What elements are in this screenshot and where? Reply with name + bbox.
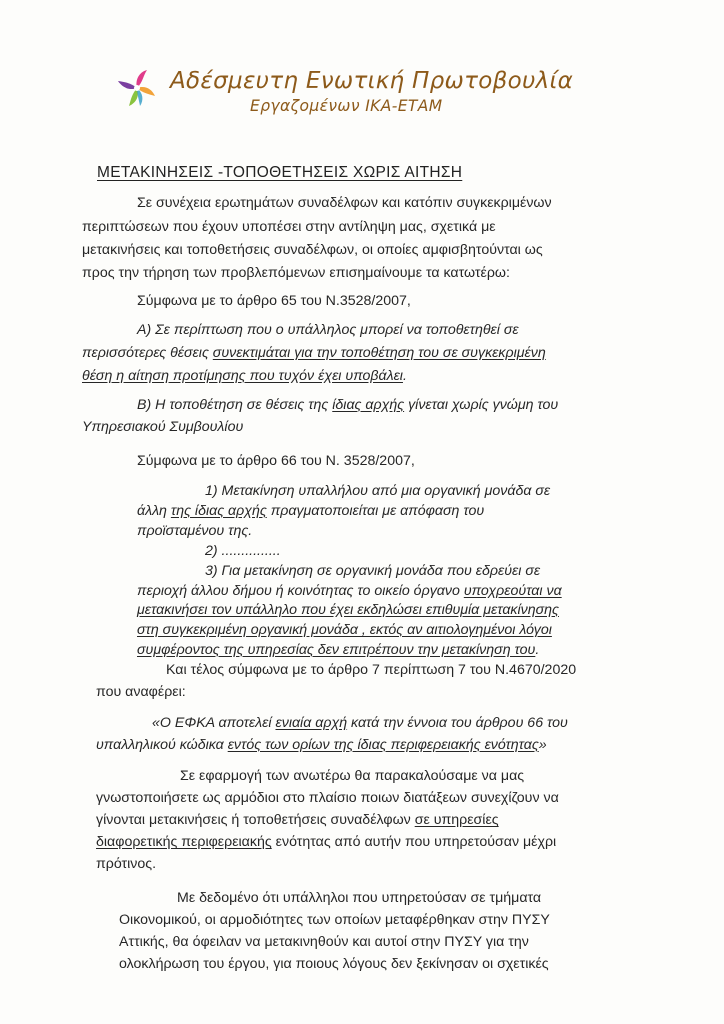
request-paragraph: γίνονται μετακινήσεις ή τοποθετήσεις συναδέλφων σε υπηρεσίες: [96, 812, 499, 828]
organization-logo-icon: [114, 67, 160, 109]
final-paragraph: Με δεδομένο ότι υπάλληλοι που υπηρετούσαν σε τμήματα: [177, 890, 542, 906]
article-66-item-3: συμφέροντος της υπηρεσίας δεν επιτρέπουν την μετακίνηση του.: [137, 642, 540, 658]
article-65-clause-a: περισσότερες θέσεις συνεκτιμάται για την τοποθέτηση του σε συγκεκριμένη: [82, 345, 546, 361]
final-paragraph: ολοκλήρωση του έργου, για ποιους λόγους δεν ξεκίνησαν οι σχετικές: [119, 956, 549, 972]
article-7-heading: Και τέλος σύμφωνα με το άρθρο 7 περίπτωση 7 του Ν.4670/2020: [166, 662, 577, 678]
request-paragraph: Σε εφαρμογή των ανωτέρω θα παρακαλούσαμε να μας: [180, 768, 525, 784]
article-65-clause-b: Υπηρεσιακού Συμβουλίου: [82, 419, 244, 435]
organization-name: Αδέσμευτη Ενωτική Πρωτοβουλία: [170, 68, 574, 94]
intro-line: περιπτώσεων που έχουν υποπέσει στην αντίληψη μας, σχετικά με: [82, 219, 496, 235]
article-65-clause-b: Β) Η τοποθέτηση σε θέσεις της ίδιας αρχής γίνεται χωρίς γνώμη του: [137, 397, 559, 413]
article-65-clause-a: Α) Σε περίπτωση που ο υπάλληλος μπορεί να τοποθετηθεί σε: [137, 322, 519, 338]
request-paragraph: πρότινος.: [96, 856, 157, 872]
article-66-item-2: 2) ...............: [205, 543, 281, 559]
final-paragraph: Αττικής, θα όφειλαν να μετακινηθούν και αυτοί στην ΠΥΣΥ για την: [119, 934, 529, 950]
document-title: ΜΕΤΑΚΙΝΗΣΕΙΣ -ΤΟΠΟΘΕΤΗΣΕΙΣ ΧΩΡΙΣ ΑΙΤΗΣΗ: [97, 164, 463, 181]
intro-line: μετακινήσεις και τοποθετήσεις συναδέλφων, οι οποίες αμφισβητούνται ως: [82, 242, 543, 258]
law-quote: «Ο ΕΦΚΑ αποτελεί ενιαία αρχή κατά την έννοια του άρθρου 66 του: [152, 715, 568, 731]
intro-line: προς την τήρηση των προβλεπόμενων επισημαίνουμε τα κατωτέρω:: [82, 265, 510, 281]
law-quote: υπαλληλικού κώδικα εντός των ορίων της ίδιας περιφερειακής ενότητας»: [96, 737, 547, 753]
article-66-item-3: μετακινήσει τον υπάλληλο που έχει εκδηλώσει επιθυμία μετακίνησης: [137, 602, 559, 618]
final-paragraph: Οικονομικού, οι αρμοδιότητες των οποίων μεταφέρθηκαν στην ΠΥΣΥ: [119, 912, 550, 928]
article-66-item-3: 3) Για μετακίνηση σε οργανική μονάδα που εδρεύει σε: [205, 563, 541, 579]
intro-line: Σε συνέχεια ερωτημάτων συναδέλφων και κατόπιν συγκεκριμένων: [137, 195, 552, 211]
article-65-clause-a: θέση η αίτηση προτίμησης που τυχόν έχει υποβάλει.: [82, 368, 407, 384]
article-66-heading: Σύμφωνα με το άρθρο 66 του Ν. 3528/2007,: [137, 453, 415, 469]
article-66-item-3: στη συγκεκριμένη οργανική μονάδα , εκτός αν αιτιολογημένοι λόγοι: [137, 622, 552, 638]
article-66-item-1: άλλη της ίδιας αρχής πραγματοποιείται με απόφαση του: [137, 503, 485, 519]
request-paragraph: γνωστοποιήσετε ως αρμόδιοι στο πλαίσιο ποιων διατάξεων συνεχίζουν να: [96, 790, 559, 806]
article-66-item-1: 1) Μετακίνηση υπαλλήλου από μια οργανική μονάδα σε: [205, 483, 551, 499]
article-7-heading: που αναφέρει:: [96, 684, 186, 700]
article-66-item-1: προϊσταμένου της.: [137, 523, 253, 539]
article-66-item-3: περιοχή άλλου δήμου ή κοινότητας το οικείο όργανο υποχρεούται να: [137, 583, 562, 599]
organization-subtitle: Εργαζομένων ΙΚΑ-ΕΤΑΜ: [250, 97, 443, 115]
request-paragraph: διαφορετικής περιφερειακής ενότητας από αυτήν που υπηρετούσαν μέχρι: [96, 834, 557, 850]
article-65-heading: Σύμφωνα με το άρθρο 65 του Ν.3528/2007,: [137, 293, 411, 309]
